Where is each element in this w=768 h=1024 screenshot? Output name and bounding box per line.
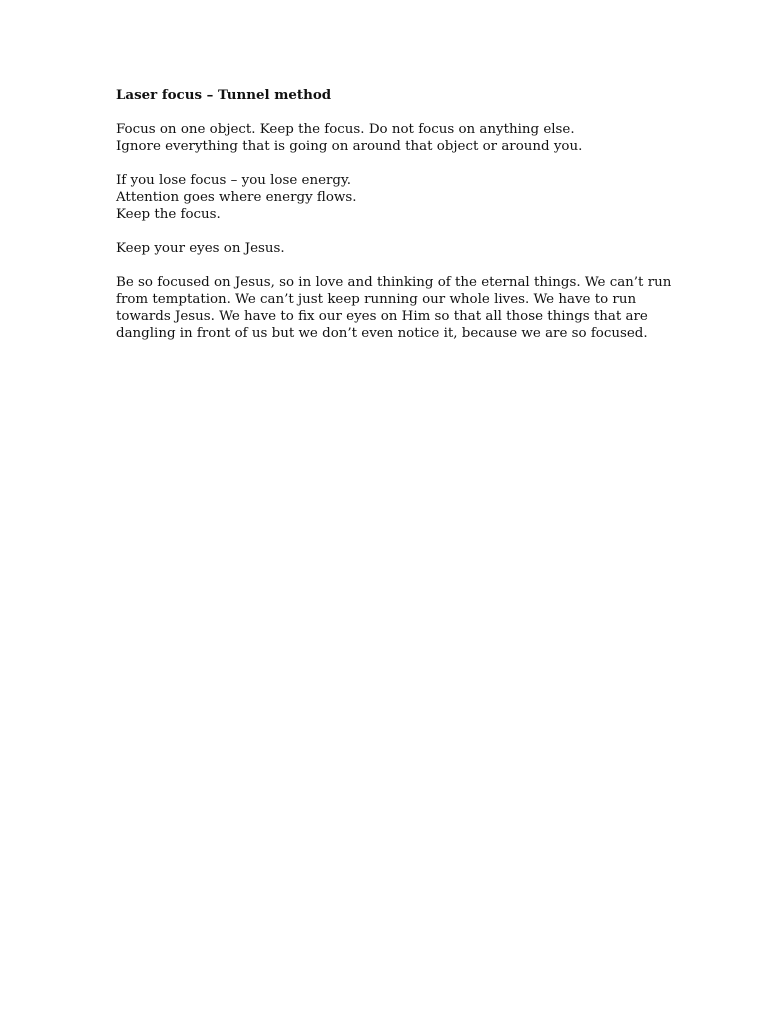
text-line: Keep the focus. [116,207,221,222]
document-title: Laser focus – Tunnel method [116,87,332,103]
paragraph-be-so-focused [116,274,672,342]
text-line: Attention goes where energy flows. [116,190,357,205]
text-line: Focus on one object. Keep the focus. Do not focus on anything else. [116,122,575,137]
text-line: towards Jesus. We have to fix our eyes on Him so that all those things that are [116,309,648,324]
text-line: Be so focused on Jesus, so in love and thinking of the eternal things. We can’t run [116,275,672,290]
text-line: Keep your eyes on Jesus. [116,241,285,256]
paragraph-energy [116,172,656,223]
document-body [116,87,672,359]
text-line: Ignore everything that is going on around that object or around you. [116,139,583,154]
text-line: dangling in front of us but we don’t even notice it, because we are so focused. [116,326,648,341]
text-line: from temptation. We can’t just keep running our whole lives. We have to run [116,292,637,307]
paragraph-eyes-on-jesus [116,240,656,257]
paragraph-focus-object [116,121,656,155]
text-line: If you lose focus – you lose energy. [116,173,352,188]
